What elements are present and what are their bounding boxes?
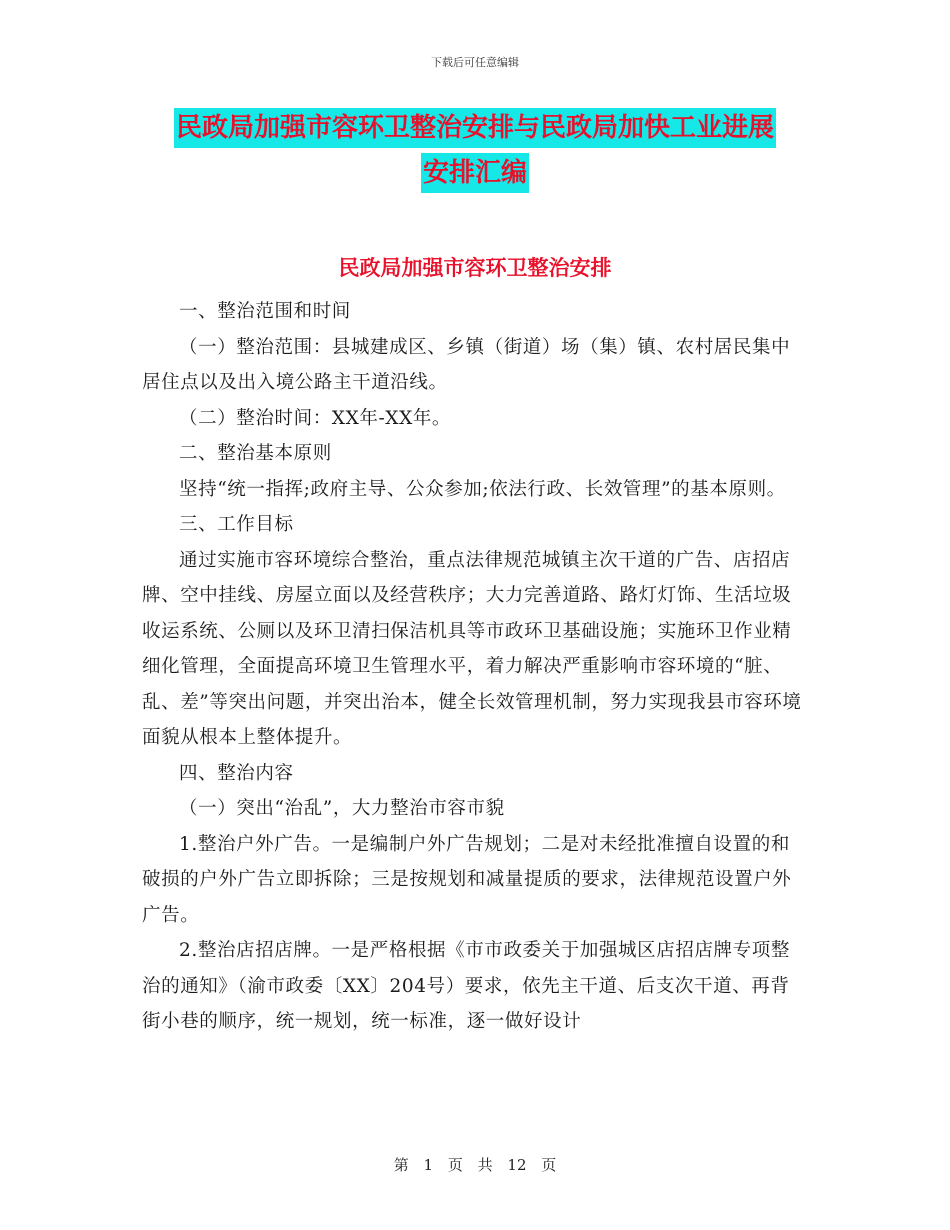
document-body (142, 294, 802, 1040)
paragraph-goals: 通过实施市容环境综合整治，重点法律规范城镇主次干道的广告、店招店牌、空中挂线、房屋立面以及经营秩序；大力完善道路、路灯灯饰、生活垃圾收运系统、公厕以及环卫清扫保洁机具等市政环卫基础设施；实施环卫作业精细化管理，全面提高环境卫生管理水平，着力解决严重影响市容环境的“脏、乱、差”等突出问题，并突出治本，健全长效管理机制，努力实现我县市容环境面貌从根本上整体提升。 (142, 549, 802, 748)
total-pages: 12 (507, 1156, 527, 1174)
paragraph-principles: 坚持“统一指挥;政府主导、公众参加;依法行政、长效管理”的基本原则。 (179, 478, 786, 500)
page-number: 1 (423, 1156, 434, 1174)
paragraph-scope: （一）整治范围：县城建成区、乡镇（街道）场（集）镇、农村居民集中居住点以及出入境公路主干道沿线。 (142, 336, 791, 393)
paragraph-time: （二）整治时间：XX年-XX年。 (179, 407, 452, 429)
header-note: 下载后可任意编辑 (431, 56, 519, 69)
document-title-line-2 (142, 160, 808, 186)
footer-suffix: 页 (541, 1156, 557, 1174)
paragraph-outdoor-ads: 1.整治户外广告。一是编制户外广告规划；二是对未经批准擅自设置的和破损的户外广告立即拆除；三是按规划和减量提质的要求，法律规范设置户外广告。 (142, 833, 792, 926)
heading-principles: 二、整治基本原则 (179, 443, 332, 464)
title-line-1-text: 民政局加强市容环卫整治安排与民政局加快工业进展 (174, 108, 776, 148)
title-line-2-text: 安排汇编 (421, 153, 529, 193)
footer-page-label: 页 (447, 1156, 463, 1174)
heading-goals: 三、工作目标 (179, 514, 294, 535)
subheading-governance: （一）突出“治乱”，大力整治市容市貌 (179, 798, 505, 819)
paragraph-shop-signs: 2.整治店招店牌。一是严格根据《市市政委关于加强城区店招店牌专项整治的通知》（渝市政委〔XX〕204号）要求，依先主干道、后支次干道、再背街小巷的顺序，统一规划，统一标准，逐一做好设计 (142, 940, 790, 1032)
section-title: 民政局加强市容环卫整治安排 (338, 255, 612, 280)
footer-prefix: 第 (393, 1156, 409, 1174)
heading-content: 四、整治内容 (179, 762, 294, 784)
footer-total-label: 共 (477, 1156, 493, 1174)
page-footer (0, 1154, 950, 1175)
document-title-line-1 (142, 115, 808, 141)
heading-scope-time: 一、整治范围和时间 (179, 301, 351, 322)
